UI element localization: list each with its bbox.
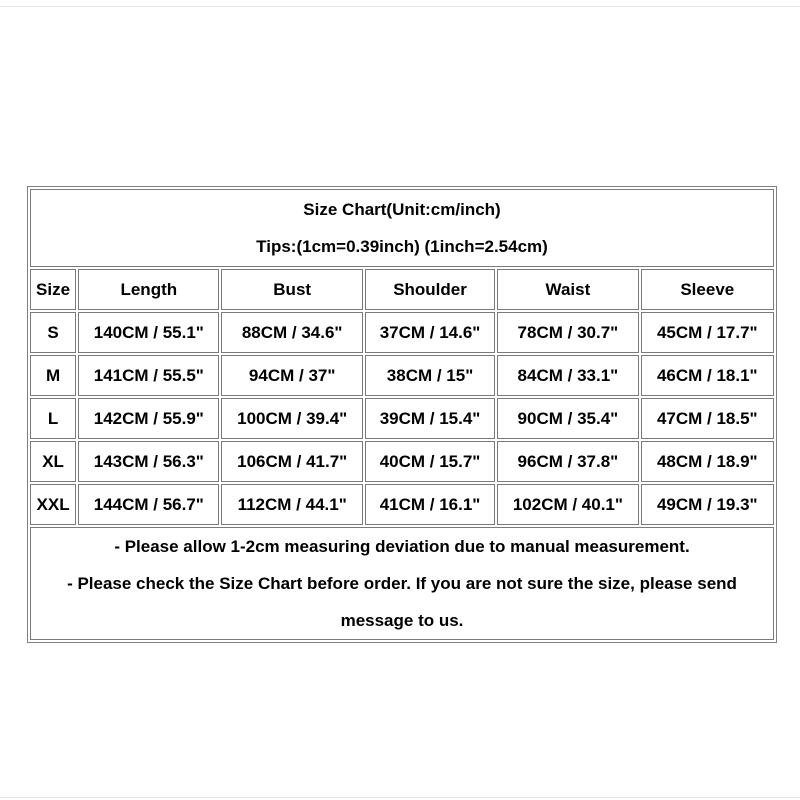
shoulder-cell: 38CM / 15": [365, 355, 495, 396]
title-cell: [30, 189, 774, 267]
waist-cell: 90CM / 35.4": [497, 398, 638, 439]
header-bust: Bust: [221, 269, 362, 310]
bust-cell: 106CM / 41.7": [221, 441, 362, 482]
table-row: [30, 484, 774, 525]
notes-row: [30, 527, 774, 640]
sleeve-cell: 48CM / 18.9": [641, 441, 774, 482]
header-waist: Waist: [497, 269, 638, 310]
table-row: [30, 312, 774, 353]
size-cell: XL: [30, 441, 76, 482]
shoulder-cell: 39CM / 15.4": [365, 398, 495, 439]
sleeve-cell: 46CM / 18.1": [641, 355, 774, 396]
header-length: Length: [78, 269, 219, 310]
size-cell: S: [30, 312, 76, 353]
note-check-size: - Please check the Size Chart before order. If you are not sure the size, please send message to us.: [67, 574, 737, 630]
title-row: [30, 189, 774, 267]
sleeve-cell: 49CM / 19.3": [641, 484, 774, 525]
header-size: Size: [30, 269, 76, 310]
shoulder-cell: 41CM / 16.1": [365, 484, 495, 525]
sleeve-cell: 45CM / 17.7": [641, 312, 774, 353]
size-chart: [27, 186, 777, 643]
note-deviation: - Please allow 1-2cm measuring deviation due to manual measurement.: [114, 537, 690, 556]
waist-cell: 96CM / 37.8": [497, 441, 638, 482]
bust-cell: 88CM / 34.6": [221, 312, 362, 353]
table-row: [30, 398, 774, 439]
header-sleeve: Sleeve: [641, 269, 774, 310]
length-cell: 142CM / 55.9": [78, 398, 219, 439]
waist-cell: 78CM / 30.7": [497, 312, 638, 353]
bust-cell: 94CM / 37": [221, 355, 362, 396]
size-cell: XXL: [30, 484, 76, 525]
bottom-divider: [0, 797, 800, 798]
bust-cell: 112CM / 44.1": [221, 484, 362, 525]
chart-tips: Tips:(1cm=0.39inch) (1inch=2.54cm): [256, 237, 548, 256]
notes-cell: [30, 527, 774, 640]
length-cell: 141CM / 55.5": [78, 355, 219, 396]
waist-cell: 102CM / 40.1": [497, 484, 638, 525]
size-cell: L: [30, 398, 76, 439]
size-cell: M: [30, 355, 76, 396]
header-shoulder: Shoulder: [365, 269, 495, 310]
table-row: [30, 355, 774, 396]
length-cell: 140CM / 55.1": [78, 312, 219, 353]
table-row: [30, 441, 774, 482]
header-row: [30, 269, 774, 310]
sleeve-cell: 47CM / 18.5": [641, 398, 774, 439]
shoulder-cell: 37CM / 14.6": [365, 312, 495, 353]
chart-title: Size Chart(Unit:cm/inch): [303, 200, 501, 219]
length-cell: 144CM / 56.7": [78, 484, 219, 525]
top-divider: [0, 6, 800, 7]
length-cell: 143CM / 56.3": [78, 441, 219, 482]
bust-cell: 100CM / 39.4": [221, 398, 362, 439]
shoulder-cell: 40CM / 15.7": [365, 441, 495, 482]
size-chart-table: [27, 186, 777, 643]
waist-cell: 84CM / 33.1": [497, 355, 638, 396]
